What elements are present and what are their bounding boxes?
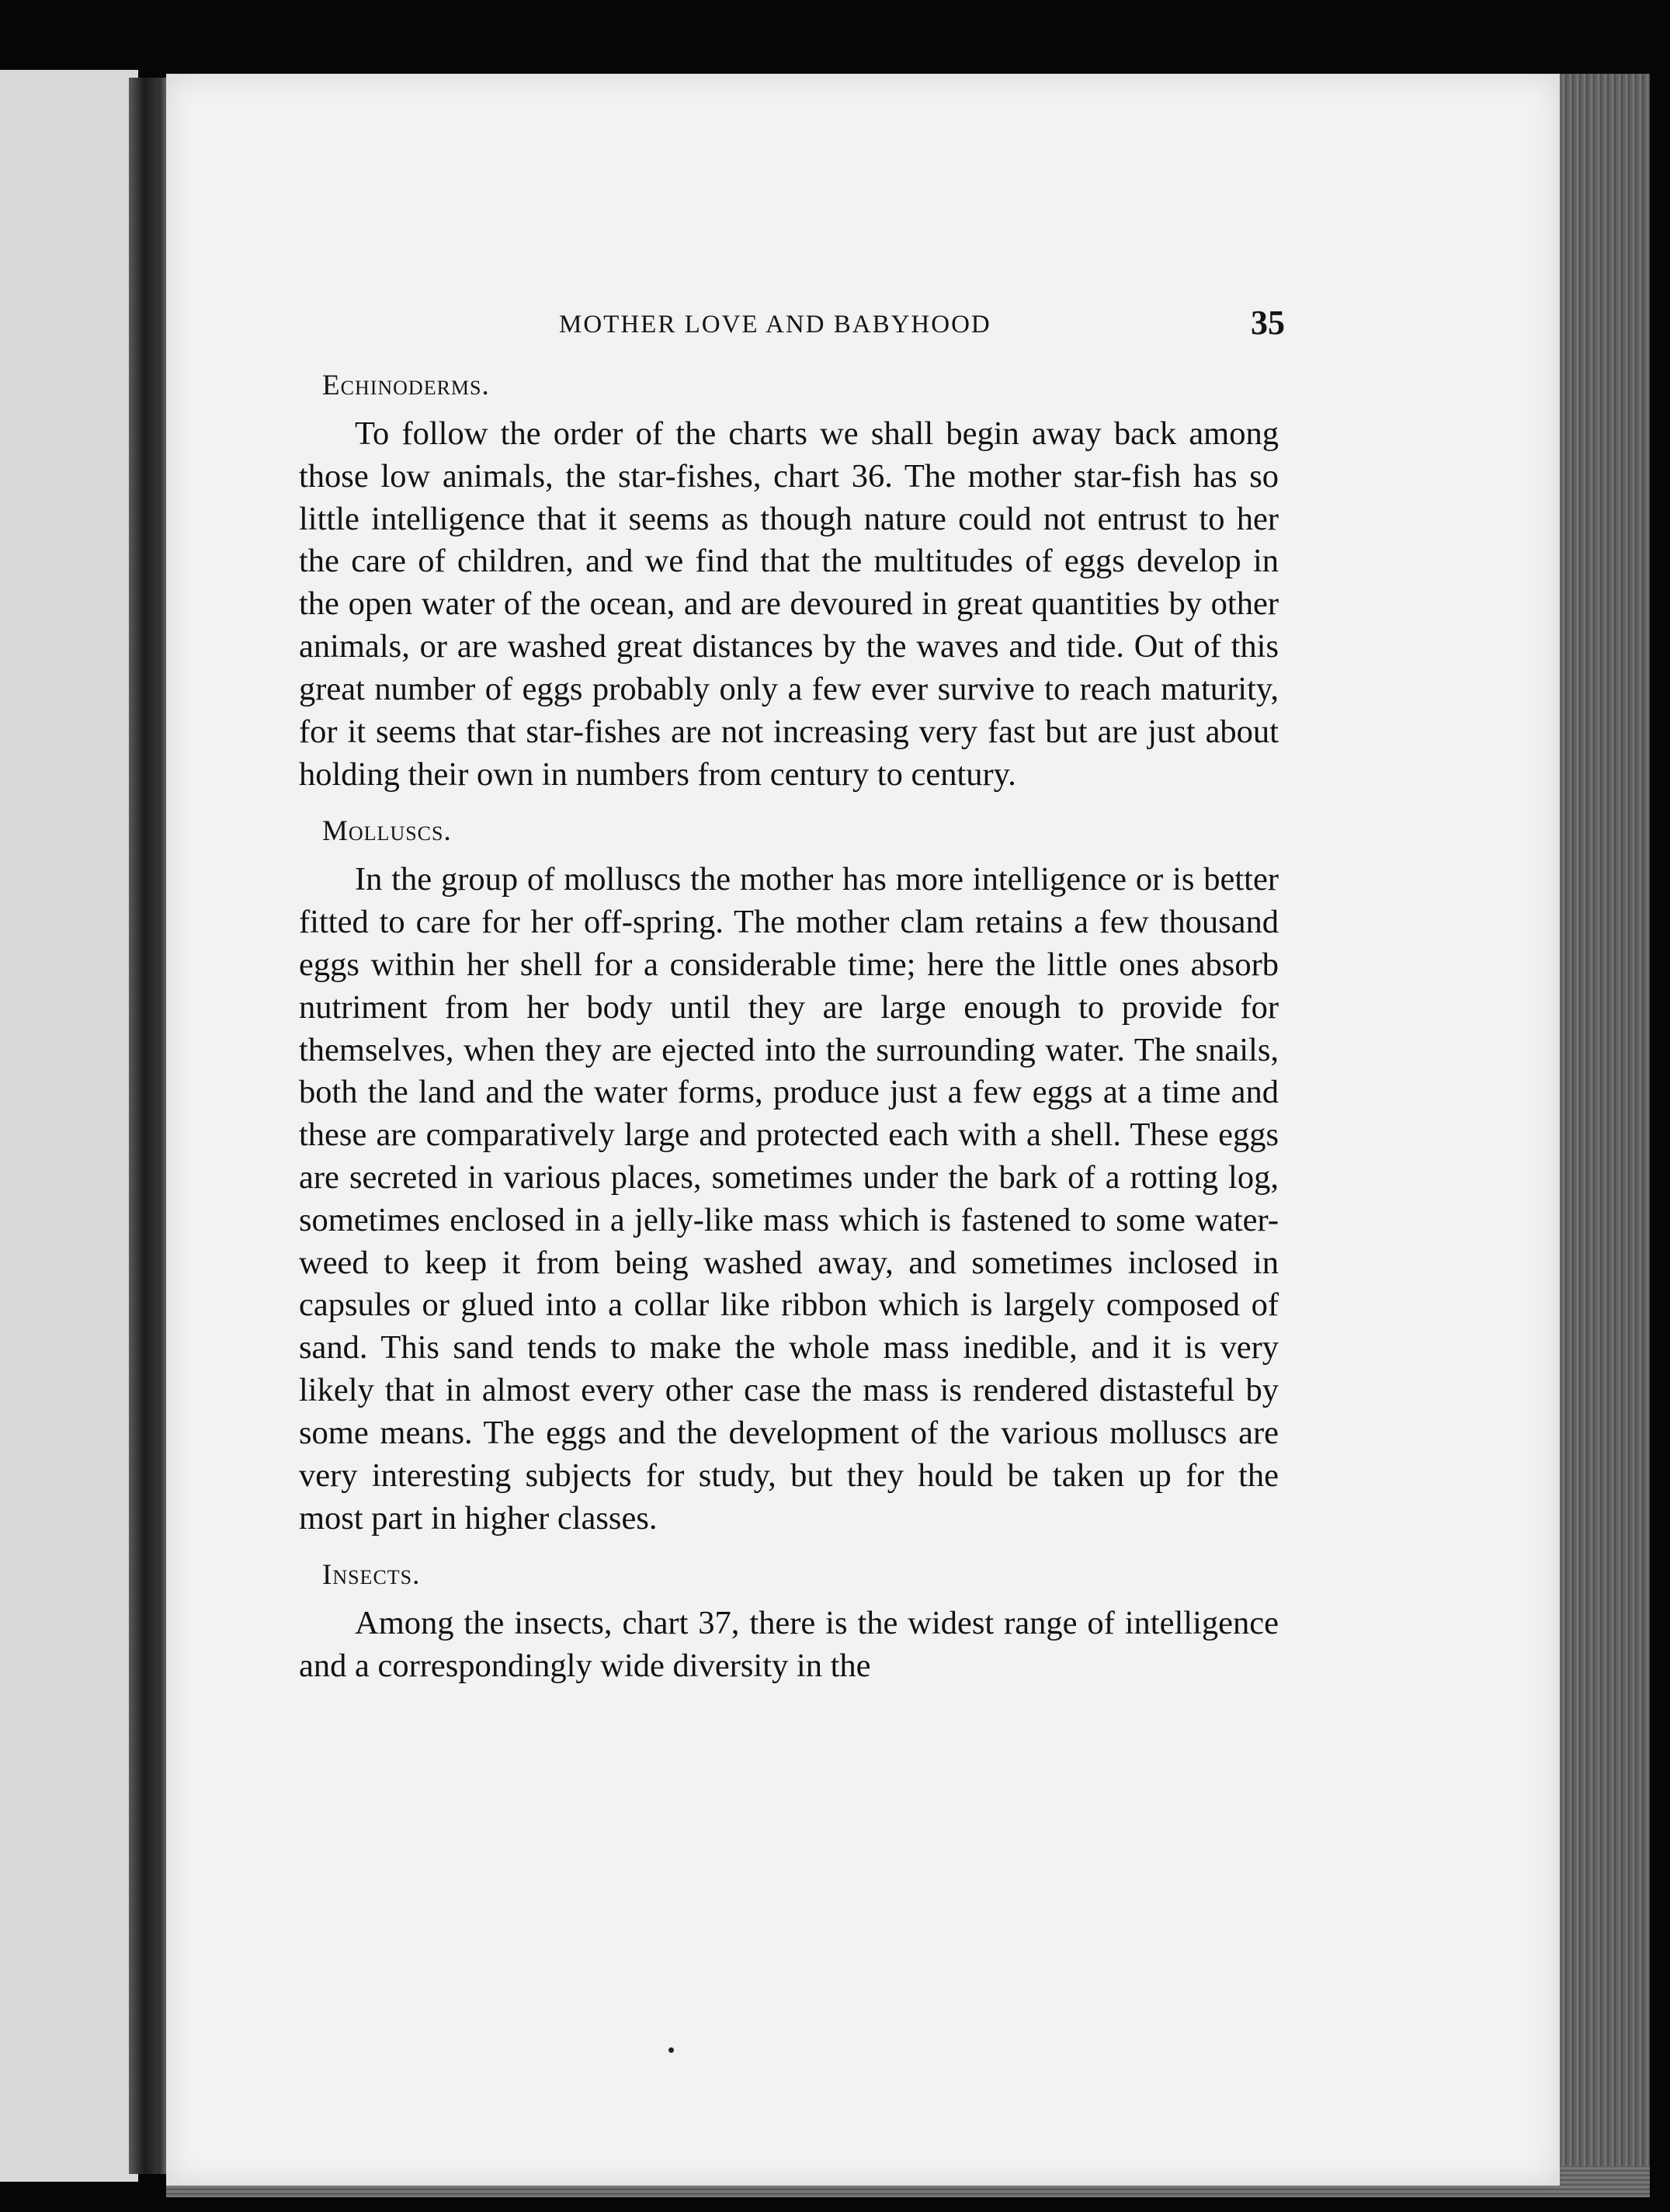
section-molluscs <box>299 814 1279 1540</box>
running-title: MOTHER LOVE AND BABYHOOD <box>559 311 991 339</box>
paragraph: To follow the order of the charts we shall begin away back among those low animals, the star-fishes, chart 36. The mother star-fish has so little intelligence that it seems as though nature could not entrust to her the care of children, and we find that the multitudes of eggs develop in the open water of the ocean, and are devoured in great quantities by other animals, or are washed great distances by the waves and tide. Out of this great number of eggs probably only a few ever survive to reach maturity, for it seems that star-fishes are not increasing very fast but are just about holding their own in numbers from century to century. <box>299 415 1279 793</box>
left-page-edge <box>0 70 138 2182</box>
page-content <box>299 303 1285 1707</box>
section-echinoderms <box>299 369 1279 796</box>
section-heading: Echinoderms. <box>322 370 490 401</box>
section-heading: Insects. <box>322 1559 421 1592</box>
paragraph: In the group of molluscs the mother has more intelligence or is better fitted to care for her off-spring. The mother clam retains a few thousand eggs within her shell for a considerable time; here the little ones absorb nutriment from her body until they are large enough to provide for themselves, when they are ejected into the surrounding water. The snails, both the land and the water forms, produce just a few eggs at a time and these are comparatively large and protected each with a shell. These eggs are secreted in various places, sometimes under the bark of a rotting log, sometimes enclosed in a jelly-like mass which is fastened to some water-weed to keep it from being washed away, and sometimes inclosed in capsules or glued into a collar like ribbon which is largely composed of sand. This sand tends to make the whole mass inedible, and it is very likely that in almost every other case the mass is rendered distasteful by some means. The eggs and the development of the various molluscs are very interesting subjects for study, but they hould be taken up for the most part in higher classes. <box>299 861 1279 1537</box>
running-head <box>299 303 1285 349</box>
section-heading: Molluscs. <box>322 815 452 848</box>
page-number: 35 <box>1251 304 1285 342</box>
book-gutter <box>129 78 163 2174</box>
section-insects <box>299 1558 1279 1688</box>
paragraph: Among the insects, chart 37, there is the widest range of intelligence and a correspondingly wide diversity in the <box>299 1605 1279 1685</box>
ink-speck <box>668 2047 674 2053</box>
